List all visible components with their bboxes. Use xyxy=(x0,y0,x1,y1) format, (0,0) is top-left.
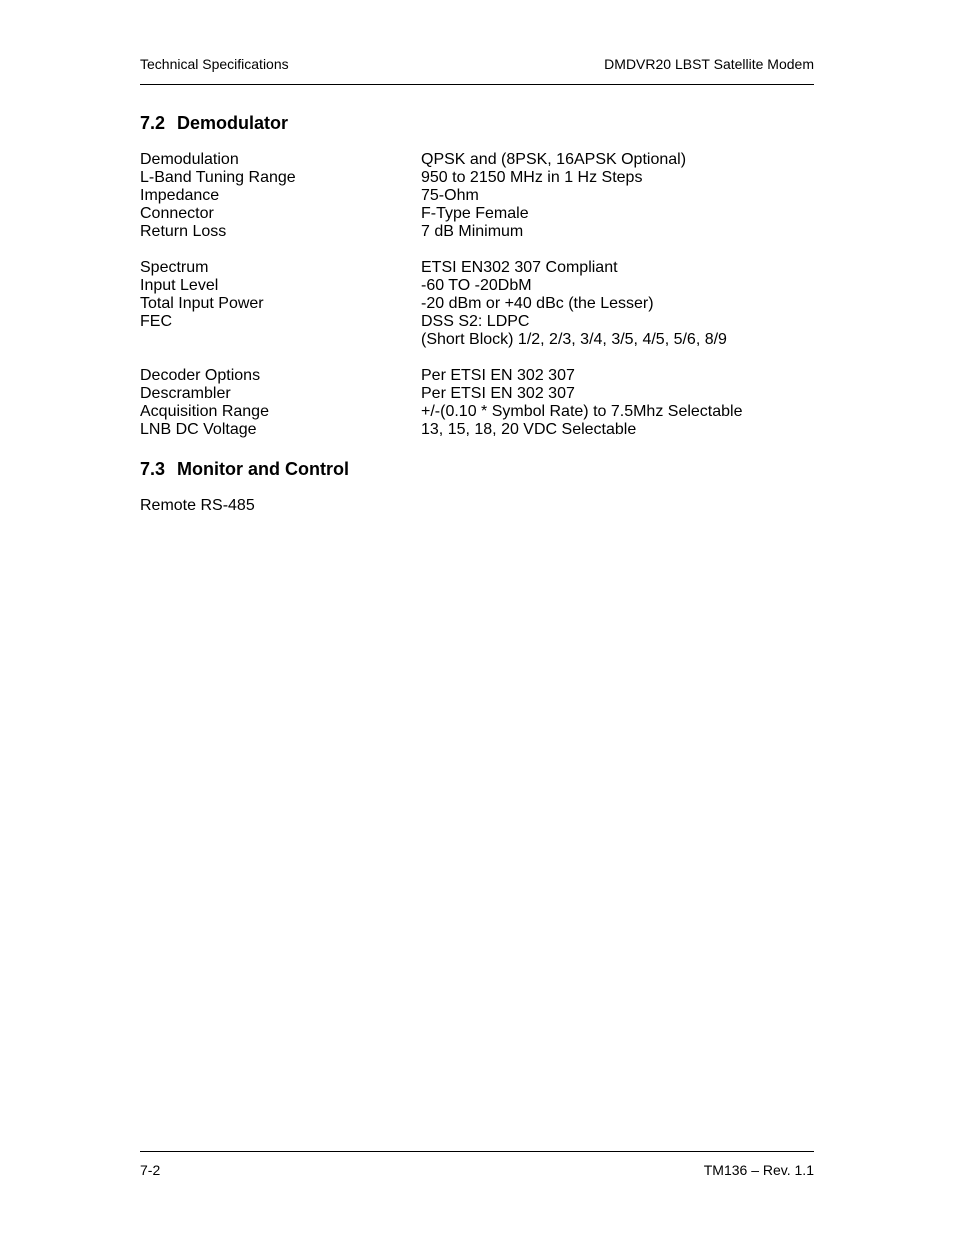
spec-row xyxy=(140,331,814,349)
spec-row xyxy=(140,151,814,169)
spec-row xyxy=(140,259,814,277)
group-gap xyxy=(140,349,814,367)
footer-rule xyxy=(140,1151,814,1152)
spec-value: Per ETSI EN 302 307 xyxy=(421,367,575,384)
spec-label: Spectrum xyxy=(140,259,209,276)
spec-label: FEC xyxy=(140,313,172,330)
section-title: Monitor and Control xyxy=(177,459,349,479)
spec-value: 75-Ohm xyxy=(421,187,479,204)
spec-label: Acquisition Range xyxy=(140,403,269,420)
spec-table xyxy=(140,151,814,439)
section-number: 7.2 xyxy=(140,113,166,133)
section-title: Demodulator xyxy=(177,113,289,133)
spec-row xyxy=(140,169,814,187)
spec-row xyxy=(140,385,814,403)
spec-row xyxy=(140,421,814,439)
spec-row xyxy=(140,403,814,421)
spec-row xyxy=(140,205,814,223)
spec-row xyxy=(140,313,814,331)
spec-value: QPSK and (8PSK, 16APSK Optional) xyxy=(421,151,687,168)
spec-group xyxy=(140,367,814,439)
spec-group xyxy=(140,259,814,349)
spec-label: Return Loss xyxy=(140,223,227,240)
header-rule xyxy=(140,84,814,85)
spec-label xyxy=(140,331,421,349)
spec-label: LNB DC Voltage xyxy=(140,421,257,438)
spec-value: ETSI EN302 307 Compliant xyxy=(421,259,618,276)
spec-value: -60 TO -20DbM xyxy=(421,277,532,294)
page-content xyxy=(140,111,814,515)
document-revision: TM136 – Rev. 1.1 xyxy=(703,1162,814,1178)
spec-value: Per ETSI EN 302 307 xyxy=(421,385,575,402)
spec-label: Impedance xyxy=(140,187,220,204)
spec-value: F-Type Female xyxy=(421,205,529,222)
spec-row xyxy=(140,187,814,205)
header-document-title: DMDVR20 LBST Satellite Modem xyxy=(604,56,814,72)
spec-label: Input Level xyxy=(140,277,219,294)
spec-value: -20 dBm or +40 dBc (the Lesser) xyxy=(421,295,654,312)
spec-group xyxy=(140,151,814,241)
spec-value: 13, 15, 18, 20 VDC Selectable xyxy=(421,421,637,438)
header-section-title: Technical Specifications xyxy=(140,56,289,72)
spec-label: Total Input Power xyxy=(140,295,264,312)
spec-row xyxy=(140,223,814,241)
spec-row xyxy=(140,295,814,313)
spec-value: +/-(0.10 * Symbol Rate) to 7.5Mhz Selectable xyxy=(421,403,743,420)
section-number: 7.3 xyxy=(140,459,166,479)
spec-label: Decoder Options xyxy=(140,367,261,384)
spec-value: DSS S2: LDPC xyxy=(421,313,530,330)
spec-row xyxy=(140,277,814,295)
spec-row xyxy=(140,367,814,385)
page-number: 7-2 xyxy=(140,1162,161,1178)
spec-label: Connector xyxy=(140,205,214,222)
monitor-control-text: Remote RS-485 xyxy=(140,497,255,514)
spec-value: (Short Block) 1/2, 2/3, 3/4, 3/5, 4/5, 5/6, 8/9 xyxy=(421,331,727,348)
spec-label: L-Band Tuning Range xyxy=(140,169,296,186)
section-heading-monitor-control xyxy=(140,457,814,481)
group-gap xyxy=(140,241,814,259)
spec-label: Demodulation xyxy=(140,151,239,168)
spec-value: 7 dB Minimum xyxy=(421,223,524,240)
spec-value: 950 to 2150 MHz in 1 Hz Steps xyxy=(421,169,643,186)
section-heading-demodulator xyxy=(140,111,814,135)
spec-label: Descrambler xyxy=(140,385,231,402)
